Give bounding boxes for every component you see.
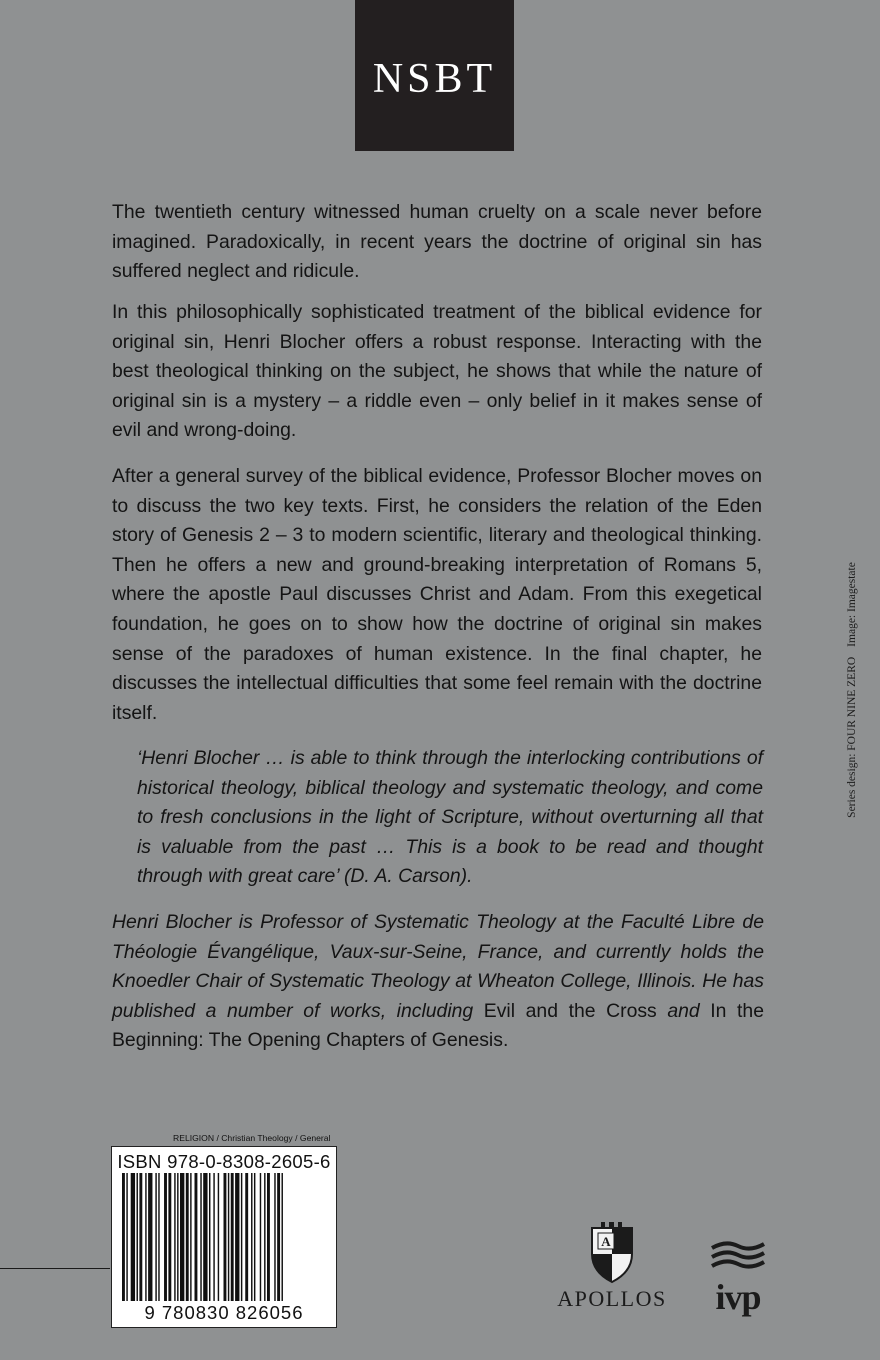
- barcode-bar: [277, 1173, 280, 1301]
- cover-credits: [845, 520, 859, 860]
- subject-category: RELIGION / Christian Theology / General: [173, 1133, 331, 1143]
- ivp-logo: [708, 1238, 768, 1324]
- author-bio-end: .: [502, 1029, 509, 1052]
- ivp-waves-icon: [708, 1238, 768, 1274]
- barcode-bar: [174, 1173, 175, 1301]
- barcode-bar: [203, 1173, 207, 1301]
- barcode-bar: [260, 1173, 261, 1301]
- barcode-bar: [131, 1173, 135, 1301]
- ivp-wordmark: ivp: [715, 1277, 761, 1317]
- barcode-bar: [245, 1173, 248, 1301]
- barcode-bar: [145, 1173, 146, 1301]
- endorsement-quote: ‘Henri Blocher … is able to think through the interlocking contributions of historical theology, biblical theology and systematic theology, and come to fresh conclusions in the light of Scripture, without overturning all that is valuable from the past … This is a book to be read and thought through with great care’ (D. A. Carson).: [137, 747, 763, 888]
- barcode-bar: [155, 1173, 156, 1301]
- barcode-bar: [158, 1173, 159, 1301]
- author-bio-text: Henri Blocher is Professor of Systematic Theology at the Faculté Libre de Théologie Évangélique, Vaux-sur-Seine, France, and currently holds the Knoedler Chair of Systematic Theology at Wheaton College, Illinois. He has published a number of works, including: [112, 911, 764, 1022]
- apollos-logo: [552, 1220, 672, 1312]
- series-badge: [355, 0, 514, 151]
- barcode-bar: [186, 1173, 189, 1301]
- barcode-bar: [122, 1173, 125, 1301]
- blurb-paragraph-2: In this philosophically sophisticated treatment of the biblical evidence for original sin, Henri Blocher offers a robust response. Interacting with the best theological thinking on the subject, he shows that while the nature of original sin is a mystery – a riddle even – only belief in it makes sense of evil and wrong-doing.: [112, 301, 762, 442]
- barcode-box: [111, 1146, 337, 1328]
- barcode-bar: [139, 1173, 142, 1301]
- author-bio: [112, 908, 764, 1056]
- image-credit: Image: Imagestate: [846, 562, 858, 647]
- barcode-bar: [190, 1173, 191, 1301]
- barcode-bar: [137, 1173, 138, 1301]
- barcode-digits: 9 780830 826056: [144, 1302, 304, 1323]
- barcode-bar: [228, 1173, 229, 1301]
- barcode-bar: [218, 1173, 219, 1301]
- barcode-bar: [235, 1173, 239, 1301]
- barcode-bar: [213, 1173, 214, 1301]
- divider-line: [0, 1268, 110, 1269]
- series-badge-label: NSBT: [372, 55, 497, 102]
- barcode-bar: [251, 1173, 252, 1301]
- barcode-bar: [231, 1173, 234, 1301]
- blurb-paragraph-3: After a general survey of the biblical evidence, Professor Blocher moves on to discuss the two key texts. First, he considers the relation of the Eden story of Genesis 2 – 3 to modern scientific, literary and theological thinking. Then he offers a new and ground-breaking interpretation of Romans 5, where the apostle Paul discusses Christ and Adam. From this exegetical foundation, he goes on to show how the doctrine of original sin makes sense of the paradoxes of human existence. In the final chapter, he discusses the intellectual difficulties that some feel remain with the doctrine itself.: [112, 465, 762, 724]
- barcode-bar: [241, 1173, 242, 1301]
- barcode-bar: [126, 1173, 127, 1301]
- barcode-bar: [254, 1173, 255, 1301]
- barcode-bar: [267, 1173, 270, 1301]
- barcode-bar: [200, 1173, 201, 1301]
- barcode-bar: [282, 1173, 283, 1301]
- book-title-in-the-beginning: In the Beginning: The Opening Chapters of Genesis: [112, 999, 764, 1052]
- book-title-evil-and-the-cross: Evil and the Cross: [483, 999, 657, 1022]
- barcode-bar: [209, 1173, 210, 1301]
- apollos-shield-icon: [552, 1220, 672, 1286]
- barcode-bar: [274, 1173, 275, 1301]
- barcode-bar: [195, 1173, 198, 1301]
- barcode-bars: [122, 1173, 327, 1301]
- barcode-bar: [177, 1173, 178, 1301]
- barcode-bar: [180, 1173, 184, 1301]
- barcode-bar: [164, 1173, 167, 1301]
- author-bio-and: and: [656, 999, 711, 1022]
- apollos-wordmark: APOLLOS: [557, 1286, 667, 1311]
- isbn-label: ISBN 978-0-8308-2605-6: [117, 1151, 331, 1172]
- blurb-paragraph-1: The twentieth century witnessed human cruelty on a scale never before imagined. Paradoxically, in recent years the doctrine of original sin has suffered neglect and ridicule.: [112, 201, 762, 283]
- series-design-credit: Series design: FOUR NINE ZERO: [846, 656, 858, 818]
- barcode-bar: [148, 1173, 152, 1301]
- apollos-shield-letter: A: [601, 1234, 611, 1249]
- barcode-bar: [264, 1173, 265, 1301]
- barcode-bar: [224, 1173, 227, 1301]
- barcode-bar: [168, 1173, 171, 1301]
